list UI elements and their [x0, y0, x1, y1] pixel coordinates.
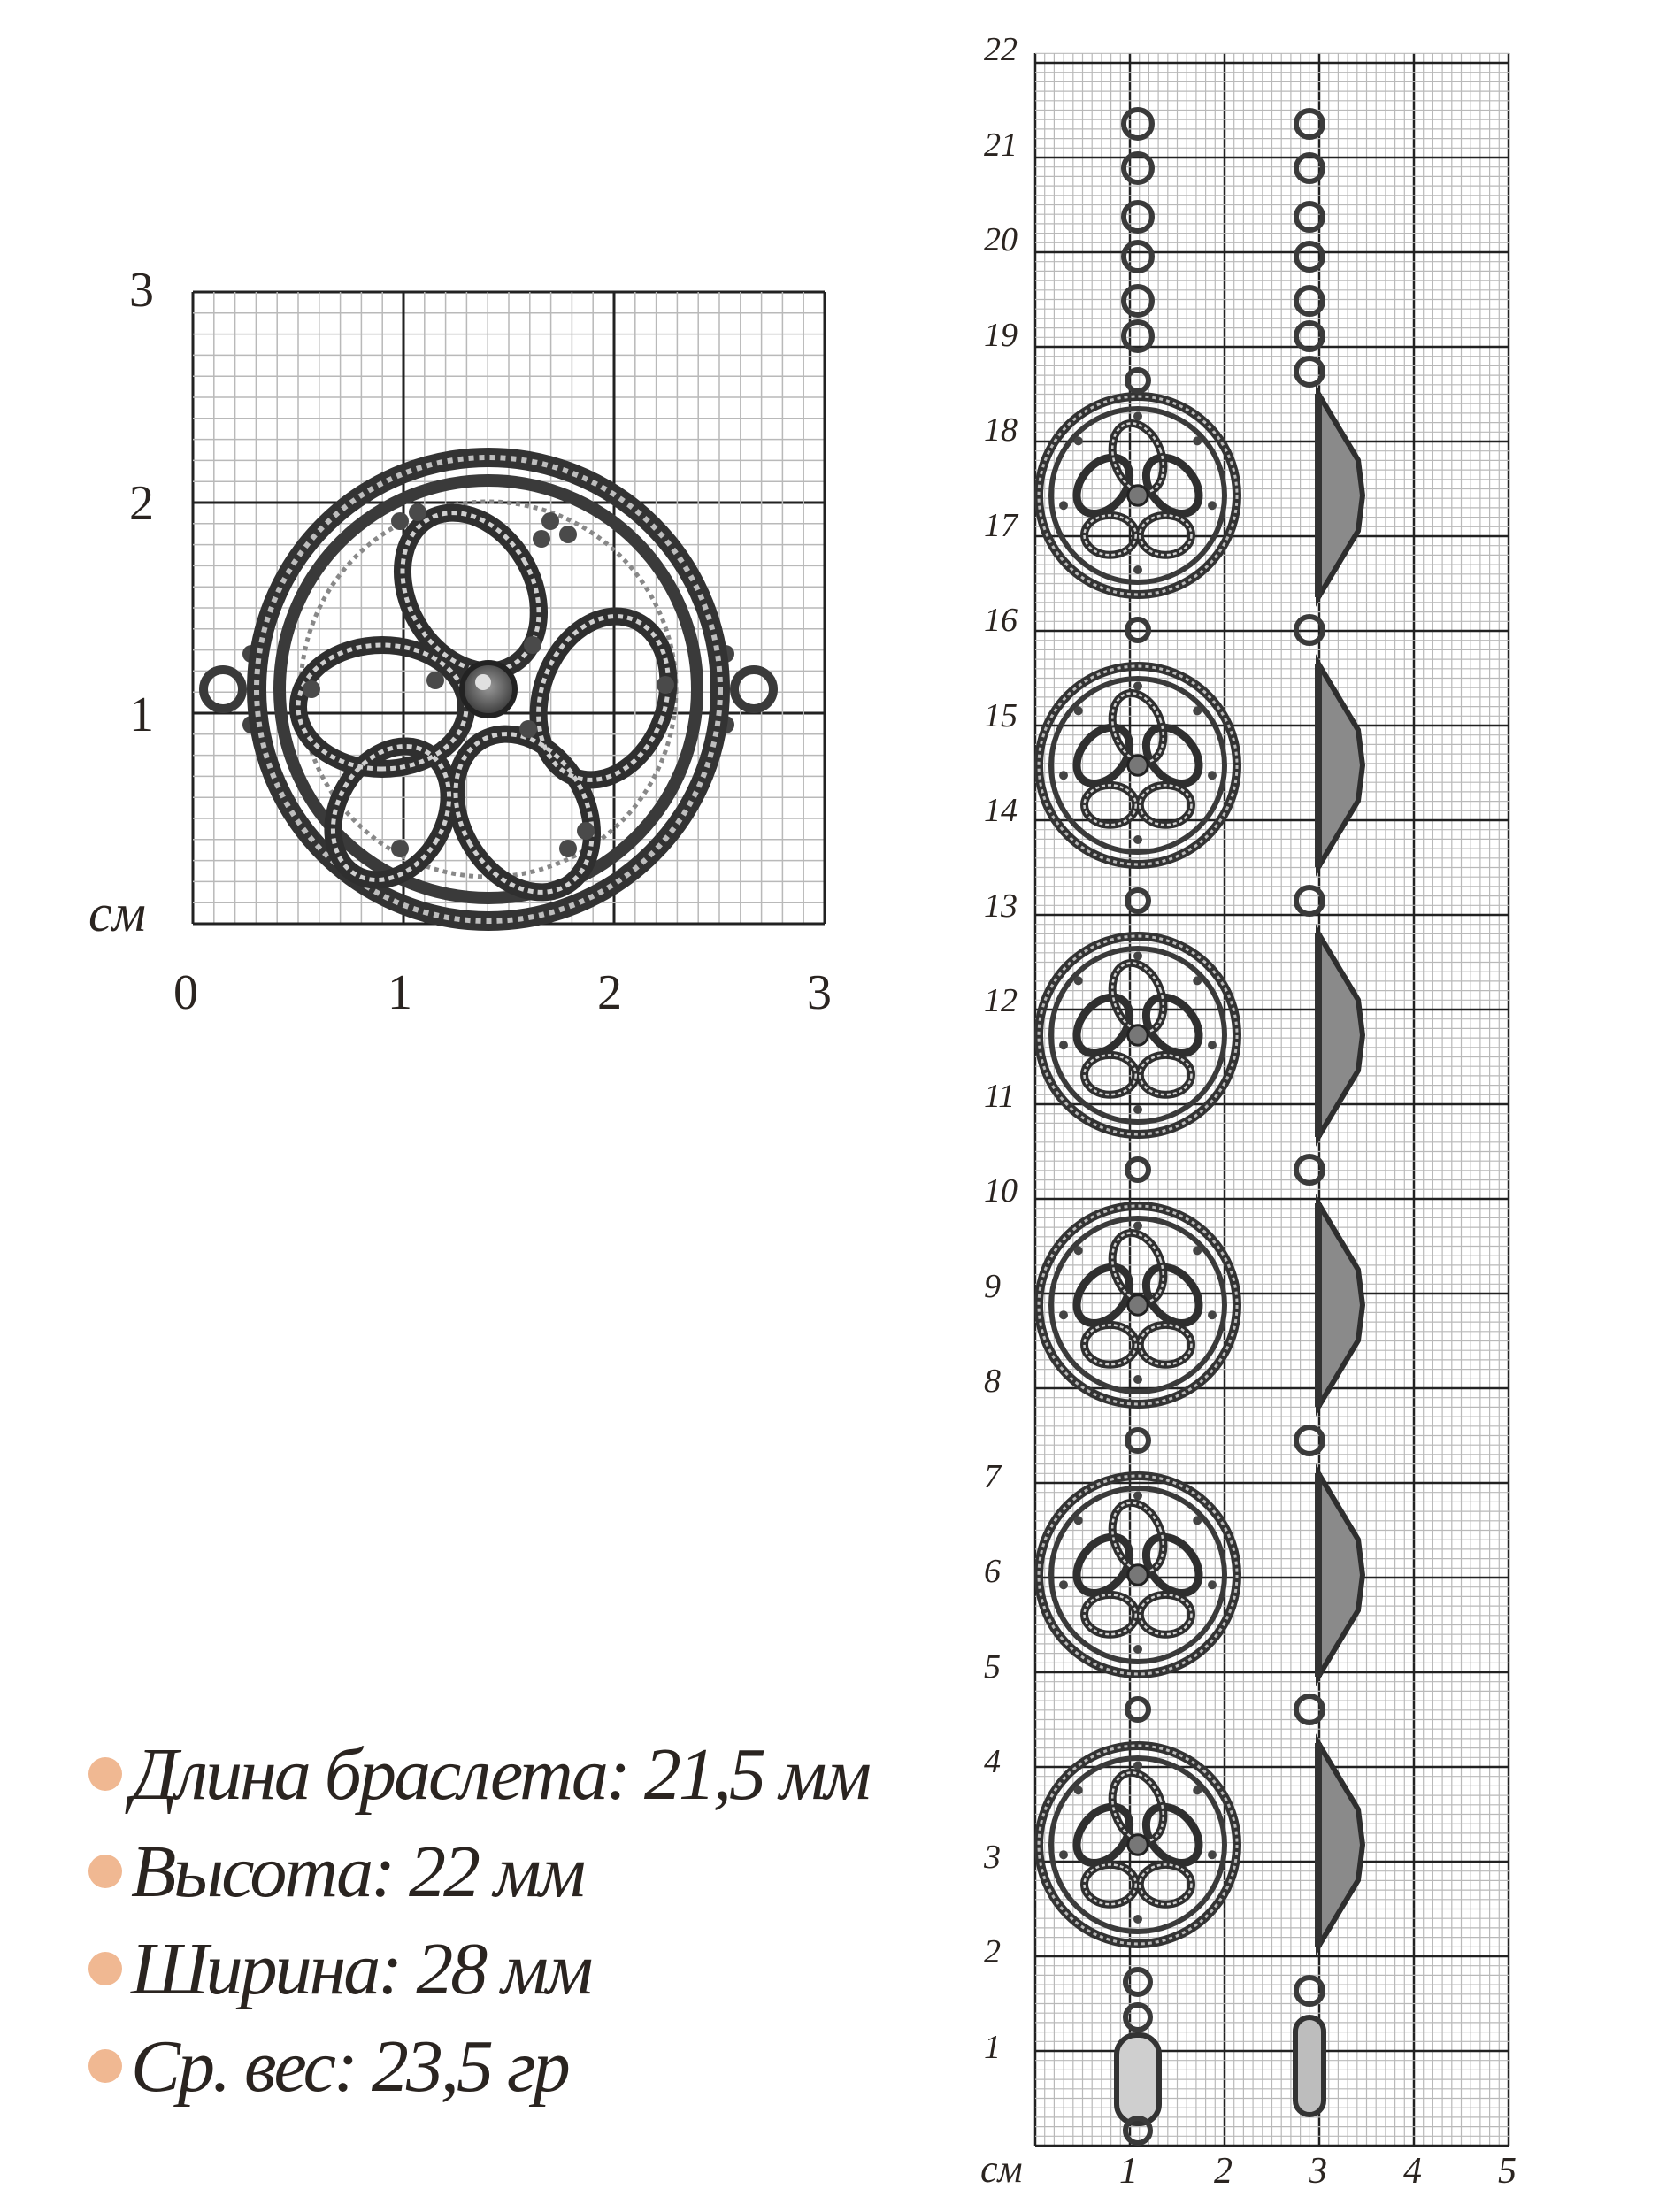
ruler-y-label: 18	[984, 411, 1018, 449]
ruler-y-label: 17	[984, 506, 1018, 544]
ruler-y-label: 16	[984, 602, 1018, 639]
ruler-y-label: 22	[984, 31, 1018, 68]
spec-weight-text: Ср. вес: 23,5 гр	[131, 2024, 568, 2108]
ruler-y-label: 19	[984, 316, 1018, 354]
spec-height-text: Высота: 22 мм	[131, 1830, 584, 1913]
ruler-unit-label: см	[980, 2147, 1023, 2191]
spec-length-text: Длина браслета: 21,5 мм	[131, 1732, 870, 1816]
ruler-y-label: 3	[984, 1838, 1001, 1876]
bullet-dot	[88, 1855, 122, 1888]
square-y-label-2: 2	[129, 476, 154, 531]
square-y-label-1: 1	[129, 687, 154, 742]
ruler-y-label: 4	[984, 1743, 1001, 1780]
ruler-y-label: 1	[984, 2028, 1001, 2066]
ruler-y-label: 21	[984, 126, 1018, 164]
square-unit-label: см	[88, 884, 146, 942]
ruler-y-label: 8	[984, 1363, 1001, 1400]
ruler-y-label: 5	[984, 1647, 1001, 1686]
ruler-y-label: 11	[984, 1077, 1016, 1115]
bullet-dot	[88, 1757, 122, 1791]
ruler-x-label: 4	[1403, 2151, 1422, 2192]
bracelet-front-view-image	[1039, 110, 1237, 2143]
ruler-y-label: 20	[984, 221, 1018, 258]
spec-item-weight	[88, 2017, 885, 2115]
pendant-closeup-image	[204, 457, 773, 921]
ruler-grid	[1035, 53, 1509, 2146]
spec-list	[88, 1725, 885, 2115]
bullet-dot	[88, 2049, 122, 2083]
ruler-y-label: 12	[984, 982, 1018, 1019]
spec-item-length	[88, 1725, 885, 1823]
spec-item-height	[88, 1823, 885, 1920]
square-x-label-2: 2	[597, 965, 622, 1020]
square-x-label-0: 0	[173, 965, 198, 1020]
ruler-y-label: 13	[984, 887, 1018, 925]
ruler-y-label: 14	[984, 792, 1018, 829]
ruler-x-label: 5	[1498, 2151, 1517, 2192]
square-y-label-3: 3	[129, 263, 154, 318]
spec-width-text: Ширина: 28 мм	[131, 1927, 591, 2010]
bullet-dot	[88, 1952, 122, 1985]
ruler-y-label: 6	[984, 1553, 1001, 1590]
ruler-y-label: 9	[984, 1267, 1001, 1305]
square-x-label-3: 3	[807, 965, 832, 1020]
ruler-y-label: 7	[984, 1457, 1001, 1495]
ruler-x-label: 1	[1119, 2151, 1138, 2192]
ruler-y-label: 2	[984, 1933, 1001, 1970]
square-grid	[193, 292, 825, 924]
ruler-y-label: 15	[984, 696, 1018, 734]
spec-item-width	[88, 1920, 885, 2017]
square-x-label-1: 1	[388, 965, 412, 1020]
ruler-x-label: 2	[1214, 2151, 1233, 2192]
ruler-x-label: 3	[1309, 2151, 1327, 2192]
ruler-y-label: 10	[984, 1172, 1018, 1210]
